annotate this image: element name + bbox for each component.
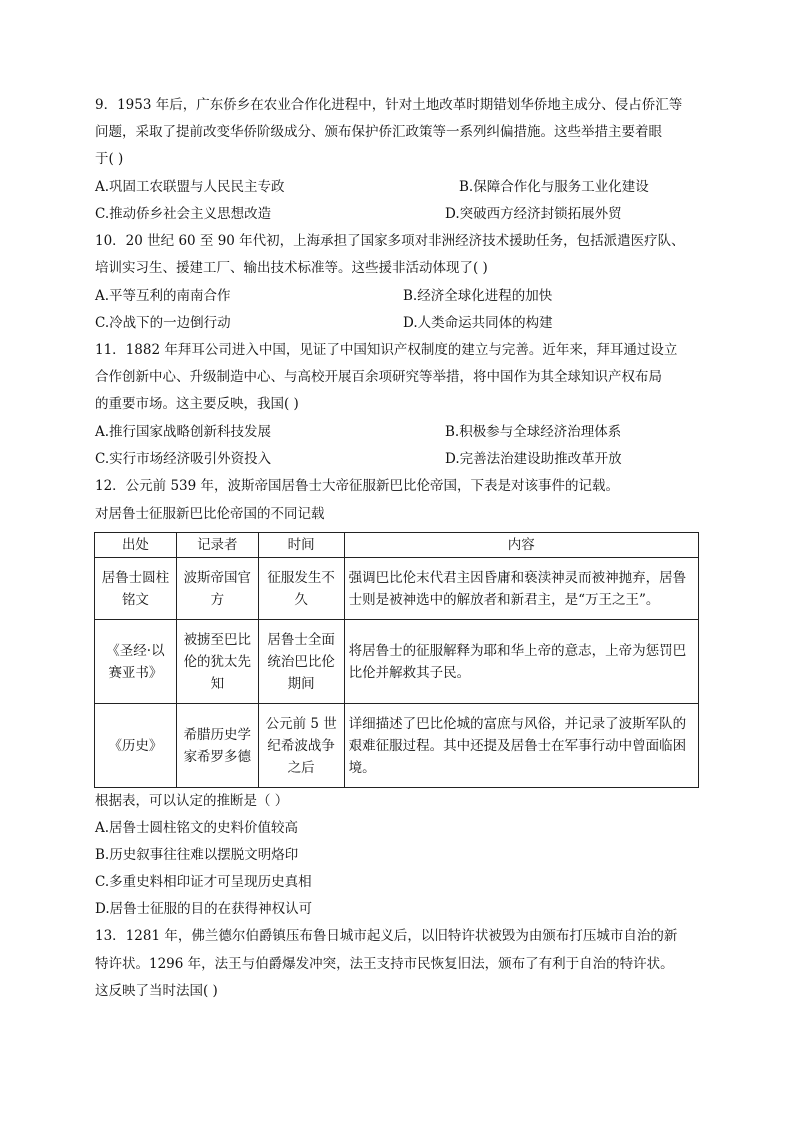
- table-header-row: [95, 533, 699, 558]
- cell-content: 将居鲁士的征服解释为耶和华上帝的意志，上帝为惩罚巴 比伦并解救其子民。: [344, 620, 698, 704]
- cell-time: 征服发生不 久: [258, 558, 344, 620]
- q12-table-title: 对居鲁士征服新巴比伦帝国的不同记载: [95, 506, 325, 522]
- header-source: 出处: [95, 533, 177, 558]
- header-content: 内容: [344, 533, 698, 558]
- q9-option-d[interactable]: D.突破西方经济封锁拓展外贸: [445, 206, 622, 222]
- q9-stem-line: 9．1953 年后，广东侨乡在农业合作化进程中，针对土地改革时期错划华侨地主成分、侵占侨汇等: [95, 97, 683, 113]
- cell-source: 居鲁士圆柱 铭文: [95, 558, 177, 620]
- q11-stem-line: 11．1882 年拜耳公司进入中国，见证了中国知识产权制度的建立与完善。近年来，拜耳通过设立: [95, 342, 678, 358]
- q10-option-d[interactable]: D.人类命运共同体的构建: [403, 315, 553, 331]
- q12-prompt: 根据表，可以认定的推断是（ ）: [95, 793, 289, 809]
- header-time: 时间: [258, 533, 344, 558]
- q12-option-c[interactable]: C.多重史料相印证才可呈现历史真相: [95, 874, 312, 890]
- q12-stem-line: 12．公元前 539 年，波斯帝国居鲁士大帝征服新巴比伦帝国，下表是对该事件的记载。: [95, 478, 620, 494]
- q9-option-a[interactable]: A.巩固工农联盟与人民民主专政: [95, 179, 285, 195]
- header-recorder: 记录者: [176, 533, 258, 558]
- q9-option-b[interactable]: B.保障合作化与服务工业化建设: [459, 179, 649, 195]
- q10-option-b[interactable]: B.经济全球化进程的加快: [403, 288, 553, 304]
- cell-content: 详细描述了巴比伦城的富庶与风俗，并记录了波斯军队的 艰难征服过程。其中还提及居鲁士在军事行动中曾面临困 境。: [344, 704, 698, 788]
- cell-recorder: 被掳至巴比 伦的犹太先 知: [176, 620, 258, 704]
- q12-option-a[interactable]: A.居鲁士圆柱铭文的史料价值较高: [95, 820, 299, 836]
- table-row: [95, 558, 699, 620]
- q13-stem-line: 这反映了当时法国( ): [95, 983, 218, 999]
- q10-stem-line: 培训实习生、援建工厂、输出技术标准等。这些援非活动体现了( ): [95, 260, 488, 276]
- q11-stem-line: 的重要市场。这主要反映，我国( ): [95, 396, 299, 412]
- q11-option-b[interactable]: B.积极参与全球经济治理体系: [445, 424, 622, 440]
- cell-time: 居鲁士全面 统治巴比伦 期间: [258, 620, 344, 704]
- cell-source: 《历史》: [95, 704, 177, 788]
- cell-recorder: 波斯帝国官 方: [176, 558, 258, 620]
- q10-option-a[interactable]: A.平等互利的南南合作: [95, 288, 231, 304]
- q12-option-d[interactable]: D.居鲁士征服的目的在获得神权认可: [95, 901, 313, 917]
- q9-stem-line: 问题，采取了提前改变华侨阶级成分、颁布保护侨汇政策等一系列纠偏措施。这些举措主要着眼: [95, 124, 662, 140]
- q11-option-a[interactable]: A.推行国家战略创新科技发展: [95, 424, 272, 440]
- q10-option-c[interactable]: C.冷战下的一边倒行动: [95, 315, 231, 331]
- table-row: [95, 704, 699, 788]
- cell-time: 公元前 5 世 纪希波战争 之后: [258, 704, 344, 788]
- q9-stem-line: 于( ): [95, 151, 124, 167]
- q10-stem-line: 10．20 世纪 60 至 90 年代初，上海承担了国家多项对非洲经济技术援助任务，包括派遣医疗队、: [95, 233, 685, 249]
- q9-option-c[interactable]: C.推动侨乡社会主义思想改造: [95, 206, 272, 222]
- q13-stem-line: 特许状。1296 年，法王与伯爵爆发冲突，法王支持市民恢复旧法，颁布了有利于自治的特许状。: [95, 956, 674, 972]
- q11-stem-line: 合作创新中心、升级制造中心、与高校开展百余项研究等举措，将中国作为其全球知识产权布局: [95, 369, 662, 385]
- cell-content: 强调巴比伦末代君主因昏庸和亵渎神灵而被神抛弃，居鲁 士则是被神选中的解放者和新君主，是“万王之王”。: [344, 558, 698, 620]
- q13-stem-line: 13．1281 年，佛兰德尔伯爵镇压布鲁日城市起义后，以旧特许状被毁为由颁布打压城市自治的新: [95, 928, 678, 944]
- q11-option-c[interactable]: C.实行市场经济吸引外资投入: [95, 451, 272, 467]
- q11-option-d[interactable]: D.完善法治建设助推改革开放: [445, 451, 622, 467]
- q12-option-b[interactable]: B.历史叙事往往难以摆脱文明烙印: [95, 847, 299, 863]
- table-row: [95, 620, 699, 704]
- records-table: [94, 532, 699, 788]
- cell-source: 《圣经·以 赛亚书》: [95, 620, 177, 704]
- cell-recorder: 希腊历史学 家希罗多德: [176, 704, 258, 788]
